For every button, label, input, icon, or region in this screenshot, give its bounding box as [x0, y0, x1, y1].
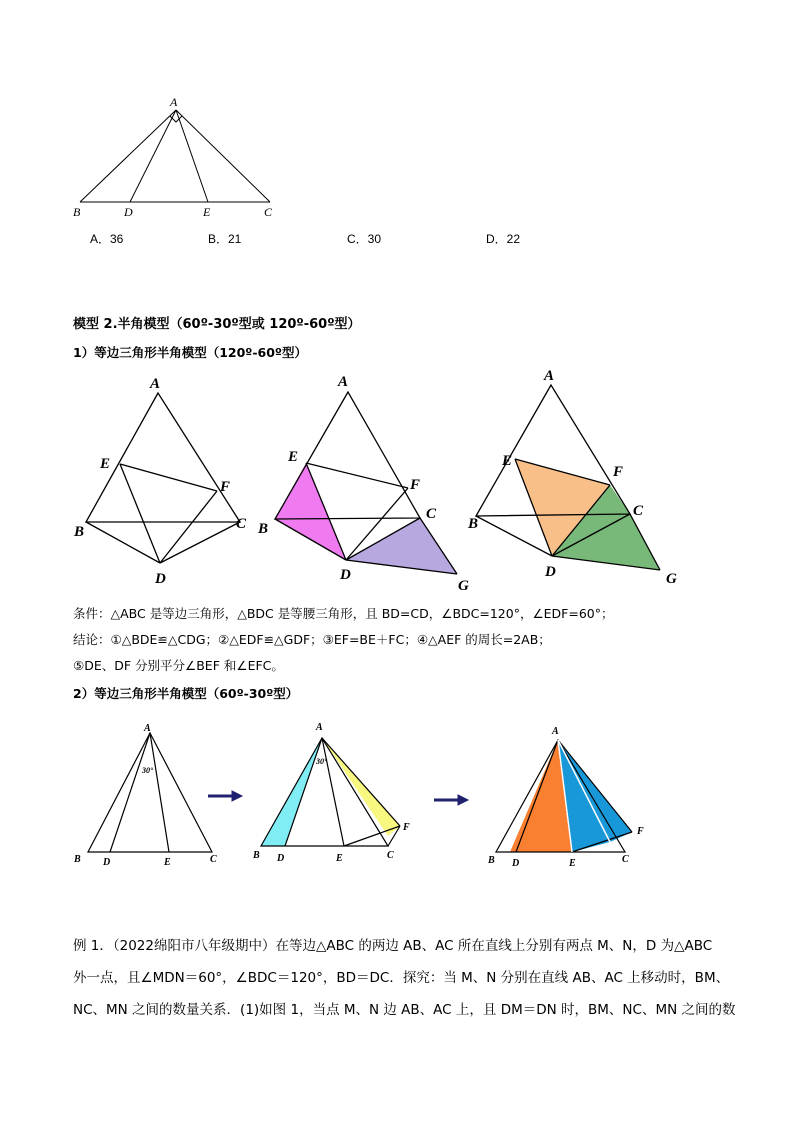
point-label: G [666, 571, 677, 587]
point-label: F [410, 477, 421, 493]
point-label: E [288, 449, 299, 465]
point-label: C [426, 506, 437, 522]
point-label: A [144, 723, 151, 734]
conclusion-text-1: 结论：①△BDE≌△CDG；②△EDF≌△GDF；③EF=BE＋FC；④△AEF 的周长=2AB； [73, 632, 551, 647]
point-label: D [340, 567, 351, 583]
point-label: F [637, 826, 644, 837]
point-label: E [569, 858, 576, 869]
point-label: A [544, 368, 555, 384]
point-label: D [155, 571, 166, 587]
conclusion-text-2: ⑤DE、DF 分别平分∠BEF 和∠EFC。 [73, 658, 284, 673]
magenta-triangle [275, 463, 346, 560]
point-label: B [258, 521, 269, 537]
example-text-2: 外一点，且∠MDN＝60°，∠BDC＝120°，BD＝DC．探究：当 M、N 分别在直线 AB、AC 上移动时，BM、 [73, 970, 730, 986]
option-b: B．21 [208, 232, 242, 246]
option-c: C．30 [347, 232, 382, 246]
option-d: D．22 [486, 232, 521, 246]
point-label: D [103, 857, 111, 868]
point-label: 30° [142, 766, 154, 775]
example-text-1: 例 1．（2022绵阳市八年级期中）在等边△ABC 的两边 AB、AC 所在直线上分别有两点 M、N，D 为△ABC [73, 938, 713, 954]
condition-text: 条件：△ABC 是等边三角形，△BDC 是等腰三角形，且 BD=CD，∠BDC=120°，∠EDF=60°； [73, 606, 614, 621]
example-text-3: NC、MN 之间的数量关系．(1)如图 1，当点 M、N 边 AB、AC 上，且 DM＝DN 时，BM、NC、MN 之间的数 [73, 1002, 736, 1018]
point-label: C [622, 854, 629, 865]
label-E: E [203, 205, 211, 219]
point-label: A [316, 722, 323, 733]
point-label: D [277, 853, 285, 864]
point-label: C [236, 516, 247, 532]
label-B: B [73, 205, 81, 219]
subsection-2-title: 2）等边三角形半角模型（60º-30º型） [73, 686, 299, 701]
point-label: A [552, 726, 559, 737]
point-label: B [74, 524, 85, 540]
point-label: C [387, 850, 394, 861]
point-label: E [100, 456, 111, 472]
arrow-icon [434, 795, 468, 805]
point-label: B [468, 516, 479, 532]
figure-row-1 [70, 368, 700, 598]
point-label: C [210, 854, 217, 865]
label-A: A [170, 95, 178, 109]
point-label: D [512, 858, 520, 869]
figure-row-2 [70, 718, 670, 873]
point-label: E [502, 453, 513, 469]
point-label: E [336, 853, 343, 864]
section-title: 模型 2.半角模型（60º-30º型或 120º-60º型） [73, 317, 361, 332]
point-label: B [74, 854, 81, 865]
point-label: F [403, 822, 410, 833]
yellow-triangle [322, 738, 400, 836]
subsection-1-title: 1）等边三角形半角模型（120º-60º型） [73, 345, 307, 360]
arrow-icon [208, 791, 242, 801]
point-label: F [613, 464, 624, 480]
label-C: C [264, 205, 273, 219]
point-label: A [338, 374, 349, 390]
point-label: A [150, 376, 161, 392]
point-label: B [488, 855, 495, 866]
point-label: C [633, 503, 644, 519]
point-label: F [220, 479, 231, 495]
option-a: A．36 [90, 232, 124, 246]
label-D: D [124, 205, 133, 219]
lavender-triangle [346, 518, 457, 574]
top-triangle-figure [60, 90, 290, 225]
point-label: D [545, 564, 556, 580]
point-label: E [164, 857, 171, 868]
point-label: G [458, 578, 469, 594]
point-label: 30° [316, 757, 328, 766]
point-label: B [253, 850, 260, 861]
